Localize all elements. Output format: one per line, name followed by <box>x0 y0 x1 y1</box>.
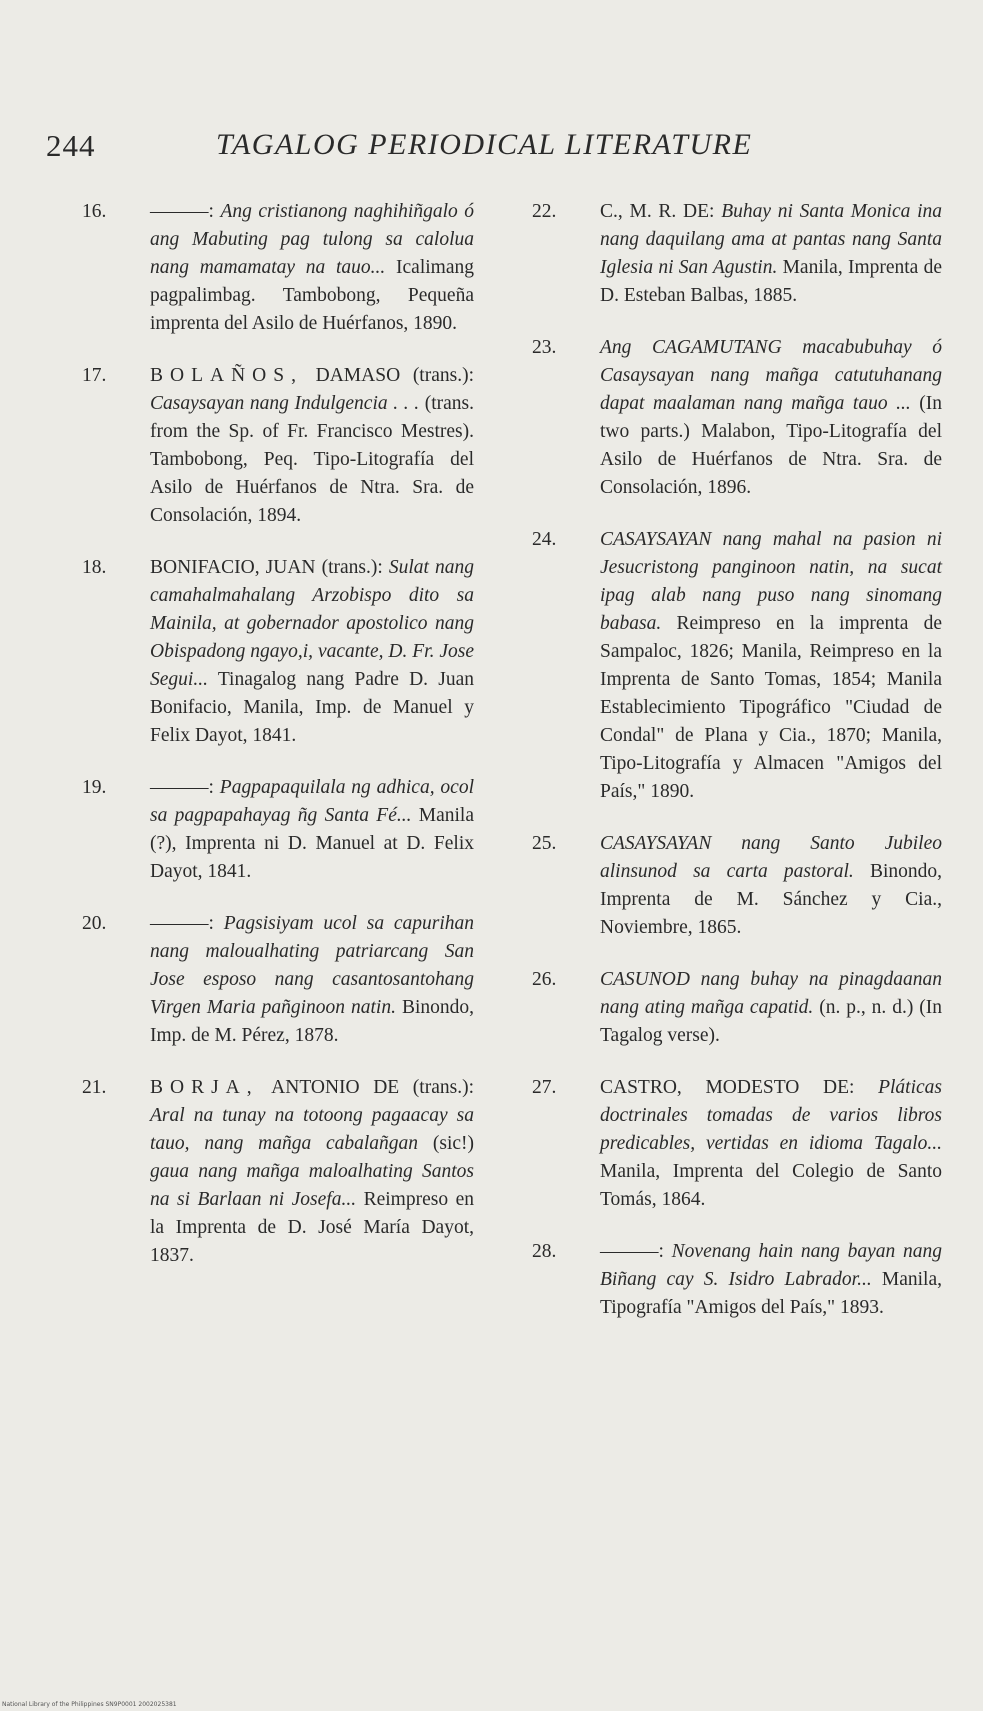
footer-code: SN9P0001 2002025381 <box>105 1701 177 1708</box>
entry-publication: (In two parts.) Malabon, Tipo-Litografía del Asilo de Huérfanos de Ntra. Sra. de Consolación, 1896. <box>600 393 943 498</box>
entry-publication: Binondo, Imp. de M. Pérez, 1878. <box>150 997 475 1046</box>
entry-author: BONIFACIO, JUAN (trans.): <box>150 557 383 578</box>
entry-author: BORJA, <box>150 1077 259 1098</box>
entry-title: Novenang hain nang bayan nang Biñang cay S. Isidro Labrador... <box>600 1241 943 1290</box>
entry-title: Sulat nang camahalmahalang Arzobispo dito sa Mainila, at gobernador apostolico nang Obispadong ngayo,i, vacante, D. Fr. Jose Segui... <box>150 557 474 690</box>
entry-27 <box>532 1074 942 1214</box>
entry-title: CASAYSAYAN nang Santo Jubileo alinsunod sa carta pastoral. <box>600 833 942 882</box>
entry-19 <box>82 774 474 886</box>
entry-21 <box>82 1074 474 1270</box>
entry-number: 19. <box>82 777 107 798</box>
entry-title: Pláticas doctrinales tomadas de varios libros predicables, vertidas en idioma Tagalo... <box>600 1077 943 1154</box>
entry-author: C., M. R. DE: <box>600 201 715 222</box>
entry-title: Ang CAGAMUTANG macabubuhay ó Casaysayan nang mañga catutuhanang dapat maalaman nang mañga tauo ... <box>600 337 942 414</box>
entry-publication: Manila, Imprenta de D. Esteban Balbas, 1885. <box>600 257 942 306</box>
entry-publication: Reimpreso en la Imprenta de D. José María Dayot, 1837. <box>150 1189 474 1266</box>
entry-publication: Binondo, Imprenta de M. Sánchez y Cia., Noviembre, 1865. <box>600 861 942 938</box>
entry-title-continued: gaua nang mañga maloalhating Santos na si Barlaan ni Josefa... <box>150 1161 474 1210</box>
entry-author: ———: <box>600 1241 664 1262</box>
entry-publication: (trans. from the Sp. of Fr. Francisco Mestres). Tambobong, Peq. Tipo-Litografía del Asilo de Huérfanos de Ntra. Sra. de Consolación, 1894. <box>150 393 474 526</box>
page-header <box>46 128 946 178</box>
entry-title: Aral na tunay na totoong pagaacay sa tauo, nang mañga cabalañgan <box>150 1105 474 1154</box>
entry-number: 24. <box>532 529 557 550</box>
entry-title: Buhay ni Santa Monica ina nang daquilang ama at pantas nang Santa Iglesia ni San Agustin. <box>600 201 943 278</box>
entry-20 <box>82 910 474 1050</box>
entry-title: Pagsisiyam ucol sa capurihan nang maloualhating patriarcang San Jose esposo nang casantosantohang Virgen Maria pañginoon natin. <box>150 913 475 1018</box>
entry-24 <box>532 526 942 806</box>
entry-title: CASUNOD nang buhay na pinagdaanan nang ating mañga capatid. <box>600 969 942 1018</box>
entry-number: 21. <box>82 1077 107 1098</box>
entry-number: 18. <box>82 557 107 578</box>
right-column <box>532 198 942 1346</box>
entry-author-given: DAMASO (trans.): <box>315 365 475 386</box>
entry-author: ———: <box>150 913 214 934</box>
page-number: 244 <box>46 128 96 163</box>
entry-number: 16. <box>82 201 107 222</box>
entry-25 <box>532 830 942 942</box>
entry-author: BOLAÑOS, <box>150 365 303 386</box>
entry-author-given: ANTONIO DE (trans.): <box>271 1077 474 1098</box>
entry-number: 27. <box>532 1077 557 1098</box>
entry-17 <box>82 362 474 530</box>
entry-publication: Tinagalog nang Padre D. Juan Bonifacio, Manila, Imp. de Manuel y Felix Dayot, 1841. <box>150 669 474 746</box>
entry-author: ———: <box>150 201 214 222</box>
running-title: TAGALOG PERIODICAL LITERATURE <box>216 128 753 161</box>
entry-title: Pagpapaquilala ng adhica, ocol sa pagpapahayag ñg Santa Fé... <box>150 777 475 826</box>
entry-publication: Manila, Imprenta del Colegio de Santo Tomás, 1864. <box>600 1161 942 1210</box>
entry-number: 23. <box>532 337 557 358</box>
entry-number: 26. <box>532 969 557 990</box>
entry-number: 25. <box>532 833 557 854</box>
entry-23 <box>532 334 942 502</box>
entry-publication: (n. p., n. d.) (In Tagalog verse). <box>600 997 942 1046</box>
entry-author: CASTRO, MODESTO DE: <box>600 1077 855 1098</box>
entry-title: CASAYSAYAN nang mahal na pasion ni Jesucristong panginoon natin, na sucat ipag alab nang puso nang sinomang babasa. <box>600 529 942 634</box>
entry-publication: Manila, Tipografía "Amigos del País," 1893. <box>600 1269 942 1318</box>
entry-title-note: (sic!) <box>432 1133 475 1154</box>
entry-number: 22. <box>532 201 557 222</box>
entry-22 <box>532 198 942 310</box>
entry-author: ———: <box>150 777 214 798</box>
entry-title: Ang cristianong naghihiñgalo ó ang Mabuting pag tulong sa calolua nang mamamatay na tauo... <box>150 201 475 278</box>
entry-28 <box>532 1238 942 1322</box>
left-column <box>82 198 474 1294</box>
entry-publication: Reimpreso en la imprenta de Sampaloc, 1826; Manila, Reimpreso en la Imprenta de Santo Tomas, 1854; Manila Establecimiento Tipográfico "Ciudad de Condal" de Plana y Cia., 1870; Manila, Tipo-Litografía y Almacen "Amigos del País," 1890. <box>600 613 942 802</box>
entry-18 <box>82 554 474 750</box>
entry-publication: Manila (?), Imprenta ni D. Manuel at D. Felix Dayot, 1841. <box>150 805 474 882</box>
entry-number: 20. <box>82 913 107 934</box>
entry-number: 28. <box>532 1241 557 1262</box>
footer-credit: National Library of the Philippines <box>2 1701 104 1708</box>
entry-16 <box>82 198 474 338</box>
page-footer <box>2 1701 177 1708</box>
entry-title: Casaysayan nang Indulgencia . . . <box>150 393 420 414</box>
entry-26 <box>532 966 942 1050</box>
entry-publication: Icalimang pagpalimbag. Tambobong, Pequeña imprenta del Asilo de Huérfanos, 1890. <box>150 257 474 334</box>
entry-number: 17. <box>82 365 107 386</box>
